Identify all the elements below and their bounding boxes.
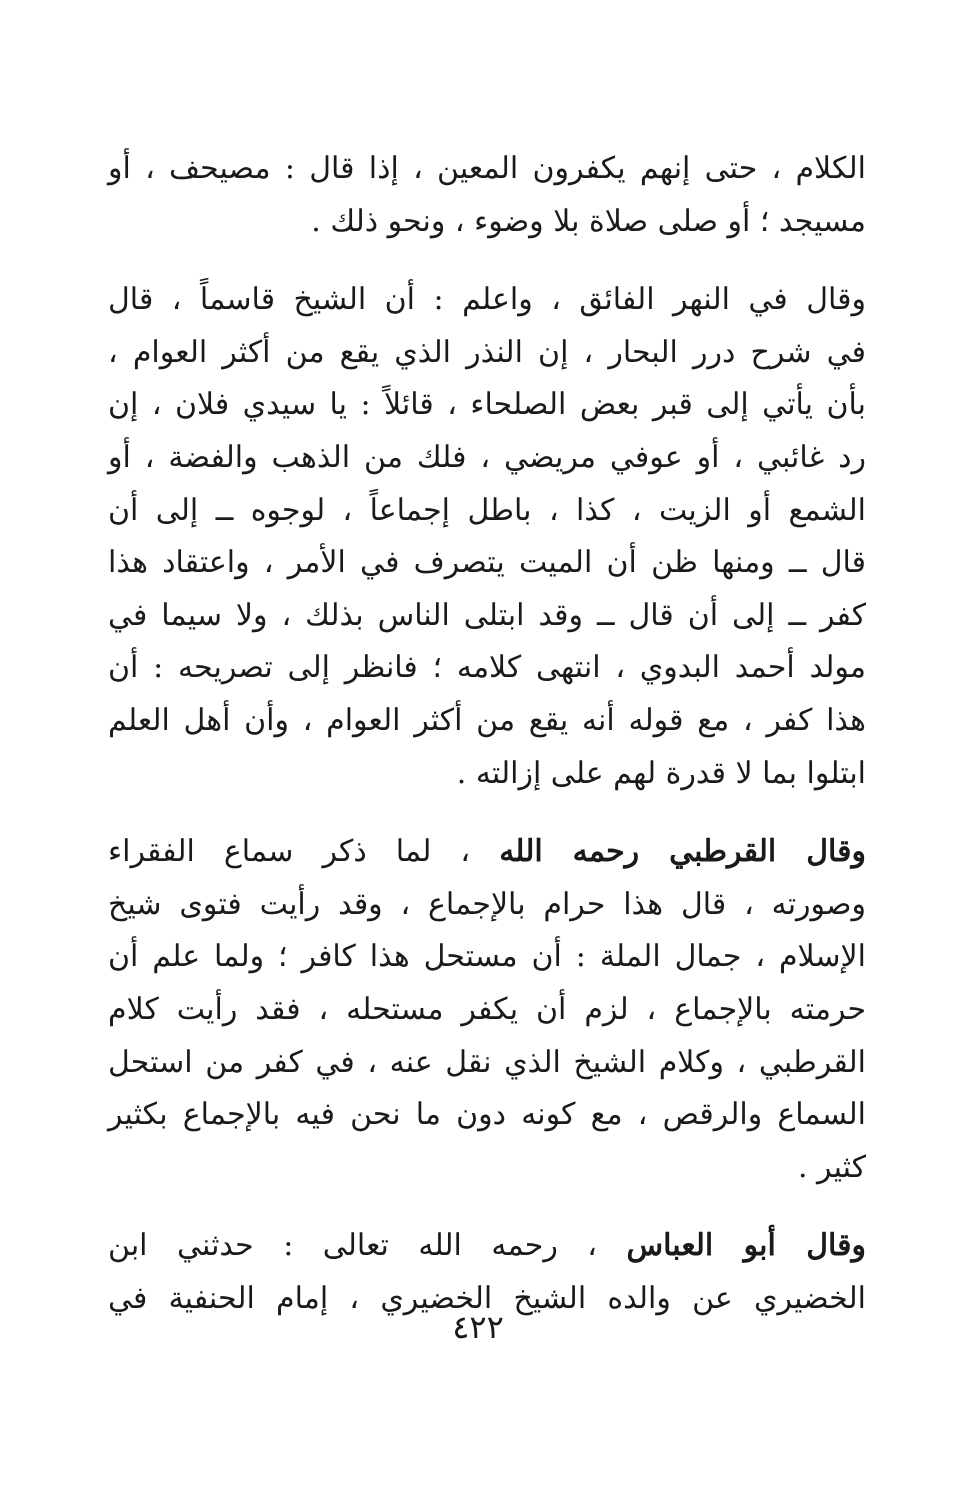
text-line: رد غائبي ، أو عوفي مريضي ، فلك من الذهب والفضة ، أو [108,439,866,475]
text-line: وقال في النهر الفائق ، واعلم : أن الشيخ قاسماً ، قال [108,282,866,318]
text-line [108,826,866,879]
text-line: وصورته ، قال هذا حرام بالإجماع ، وقد رأيت فتوى شيخ [108,886,866,922]
text-line [108,1220,866,1273]
text-line: مولد أحمد البدوي ، انتهى كلامه ؛ فانظر إلى تصريحه : أن [108,650,866,686]
text-line: حرمته بالإجماع ، لزم أن يكفر مستحله ، فقد رأيت كلام [108,991,866,1027]
paragraph-2 [108,274,866,800]
lead-line-rest: ، رحمه الله تعالى : حدثني ابن [108,1228,597,1264]
paragraph-1 [108,143,866,248]
text-line: الشمع أو الزيت ، كذا ، باطل إجماعاً ، لوجوه ــ إلى أن [108,492,866,528]
paragraph-3 [108,826,866,1194]
text-line: بأن يأتي إلى قبر بعض الصلحاء ، قائلاً : يا سيدي فلان ، إن [108,387,866,423]
text-line: الكلام ، حتى إنهم يكفرون المعين ، إذا قال : مصيحف ، أو [108,151,866,186]
text-line: في شرح درر البحار ، إن النذر الذي يقع من أكثر العوام ، [108,334,866,370]
text-line: الإسلام ، جمال الملة : أن مستحل هذا كافر ؛ ولما علم أن [108,939,866,975]
text-line: ابتلوا بما لا قدرة لهم على إزالته . [456,755,866,791]
page-number: ٤٢٢ [452,1308,504,1346]
text-line: مسيجد ؛ أو صلى صلاة بلا وضوء ، ونحو ذلك . [311,203,866,239]
text-line: السماع والرقص ، مع كونه دون ما نحن فيه بالإجماع بكثير [108,1097,866,1133]
text-line: كفر ــ إلى أن قال ــ وقد ابتلى الناس بذلك ، ولا سيما في [108,597,866,633]
text-line: كثير . [797,1149,866,1185]
body-text [108,143,866,1325]
text-line: هذا كفر ، مع قوله أنه يقع من أكثر العوام ، وأن أهل العلم [108,702,866,738]
bold-lead-text: وقال القرطبي رحمه الله [499,834,866,870]
text-line: الخضيري عن والده الشيخ الخضيري ، إمام الحنفية في [108,1280,866,1316]
text-line: القرطبي ، وكلام الشيخ الذي نقل عنه ، في كفر من استحل [108,1044,866,1080]
lead-line-rest: ، لما ذكر سماع الفقراء [108,834,471,870]
bold-lead-text: وقال أبو العباس [626,1228,866,1264]
text-line: قال ــ ومنها ظن أن الميت يتصرف في الأمر ، واعتقاد هذا [108,545,866,581]
